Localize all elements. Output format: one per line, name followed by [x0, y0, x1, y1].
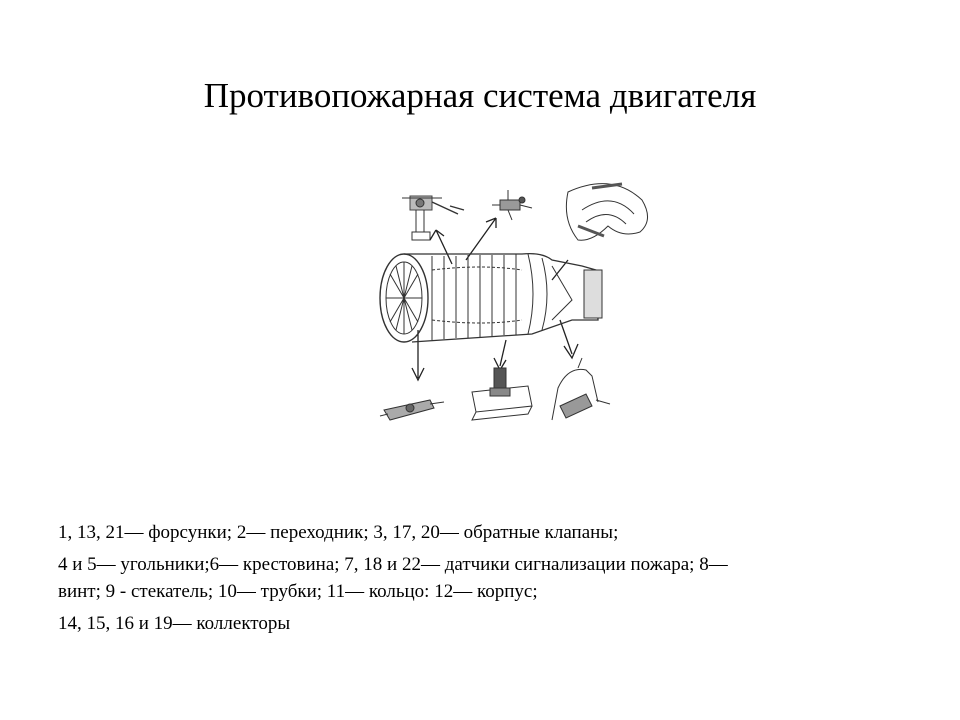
- legend-line-part: винт; 9 - стекатель; 10— трубки; 11— кольцо: 12— корпус;: [58, 581, 538, 602]
- legend-line: [58, 551, 918, 605]
- sensor-detail-icon: [472, 368, 532, 420]
- nozzle-detail-icon: [402, 196, 464, 240]
- engine-body-icon: [380, 254, 602, 342]
- legend-line-part: 4 и 5— угольники;6— крестовина; 7, 18 и 22— датчики сигнализации пожара; 8—: [58, 554, 728, 575]
- valve-detail-icon: [492, 190, 532, 220]
- bracket-detail-icon: [552, 358, 610, 420]
- slide-title: Противопожарная система двигателя: [203, 76, 757, 115]
- legend-text: [58, 519, 918, 642]
- engine-fire-system-drawing-icon: [372, 170, 664, 438]
- legend-line: 1, 13, 21— форсунки; 2— переходник; 3, 17, 20— обратные клапаны;: [58, 522, 619, 543]
- fitting-detail-icon: [380, 400, 444, 420]
- legend-line: 14, 15, 16 и 19— коллекторы: [58, 613, 291, 634]
- cone-detail-icon: [566, 184, 647, 241]
